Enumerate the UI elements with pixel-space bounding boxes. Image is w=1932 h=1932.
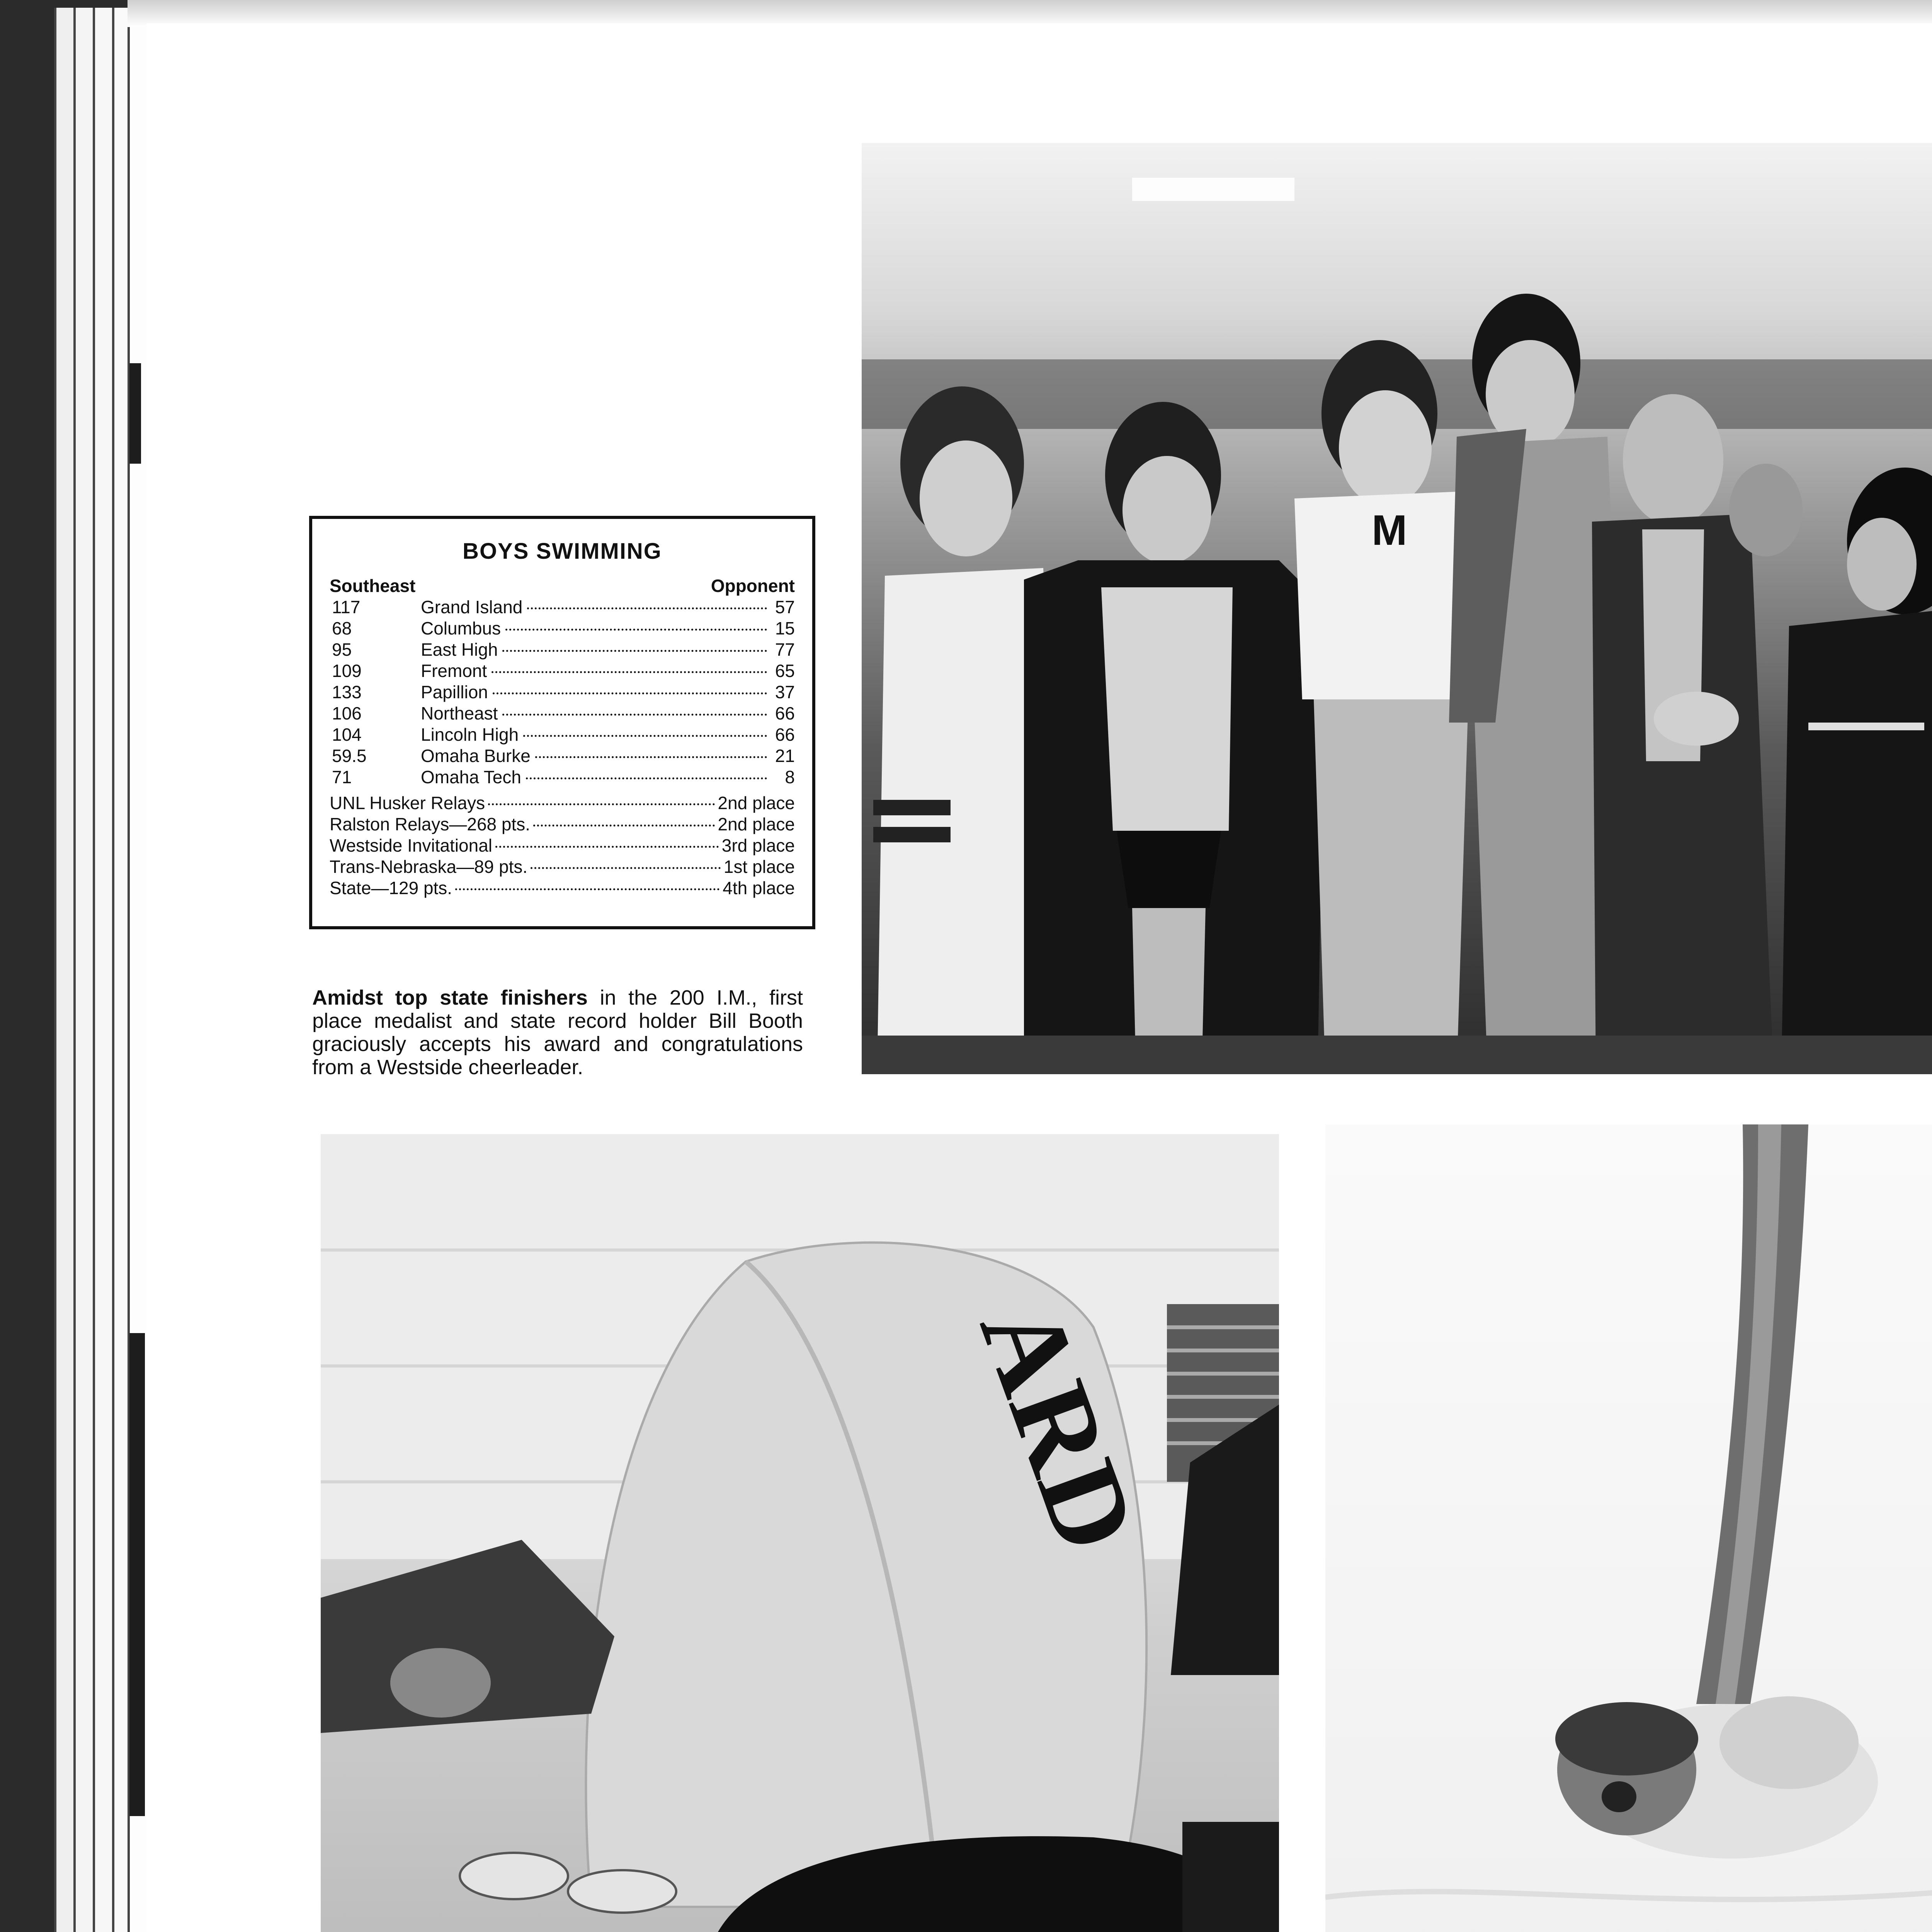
dual-meet-row: [330, 703, 795, 724]
invitational-row: [330, 793, 795, 814]
opponent-score: 65: [775, 661, 795, 681]
opponent-name: Northeast: [421, 703, 498, 723]
meet-name: Trans-Nebraska—89 pts.: [330, 857, 528, 877]
opponent-score: 57: [775, 597, 795, 617]
invitational-row: [330, 878, 795, 899]
backstroke-swimmer-photo: [1325, 1124, 1932, 1932]
leader-dots: [455, 888, 719, 890]
towel-swimmer-photo: [321, 1134, 1279, 1932]
meet-name: Westside Invitational: [330, 835, 493, 855]
boys-swimming-results: [309, 516, 815, 929]
opponent-score: 8: [785, 767, 795, 787]
southeast-score: 109: [332, 661, 362, 681]
backstroke-swimmer-drawing: [1325, 1124, 1932, 1932]
southeast-score: 59.5: [332, 746, 367, 766]
dual-meet-row: [330, 618, 795, 639]
results-title: BOYS SWIMMING: [463, 539, 662, 564]
meet-place: 3rd place: [721, 835, 795, 855]
towel-swimmer-drawing: [321, 1134, 1279, 1932]
invitational-row: [330, 835, 795, 856]
opponent-name: East High: [421, 639, 498, 660]
towel-lettering: ARD: [956, 1287, 1162, 1568]
opponent-name: Fremont: [421, 661, 487, 681]
dual-meet-row: [330, 639, 795, 660]
shirt-letter: M: [1372, 507, 1407, 554]
dual-meet-row: [330, 597, 795, 618]
southeast-score: 68: [332, 618, 352, 638]
edge-photo-scrap: [129, 363, 141, 464]
opponent-name: Grand Island: [421, 597, 523, 617]
opponent-score: 66: [775, 724, 795, 745]
southeast-score: 133: [332, 682, 362, 702]
invitational-row: [330, 856, 795, 878]
southeast-score: 117: [332, 597, 361, 617]
leader-dots: [493, 692, 767, 694]
leader-dots: [502, 714, 767, 716]
award-ceremony-photo: [862, 143, 1932, 1074]
results-header: [330, 575, 795, 597]
opponent-score: 37: [775, 682, 795, 702]
southeast-score: 106: [332, 703, 362, 723]
opponent-score: 15: [775, 618, 795, 638]
southeast-score: 95: [332, 639, 352, 660]
opponent-header: Opponent: [711, 576, 795, 596]
southeast-score: 71: [332, 767, 352, 787]
leader-dots: [492, 671, 767, 673]
meet-place: 4th place: [723, 878, 795, 898]
caption-lead: Amidst top state finishers: [312, 986, 588, 1009]
leader-dots: [523, 735, 767, 737]
opponent-score: 66: [775, 703, 795, 723]
meet-place: 2nd place: [718, 814, 795, 834]
leader-dots: [488, 803, 714, 805]
leader-dots: [531, 867, 721, 869]
opponent-name: Lincoln High: [421, 724, 519, 745]
leader-dots: [495, 846, 719, 848]
invitational-row: [330, 814, 795, 835]
dual-meet-row: [330, 745, 795, 767]
home-team-header: Southeast: [330, 576, 416, 596]
opponent-name: Omaha Burke: [421, 746, 531, 766]
caption-text: in the 200 I.M., first place medalist and state record holder Bill Booth graciously accepts his award and congratulations from a Westside cheerleader.: [312, 986, 803, 1079]
opponent-score: 77: [775, 639, 795, 660]
invitational-results: [330, 793, 795, 899]
leader-dots: [505, 629, 767, 631]
edge-photo-scrap: [129, 1333, 145, 1816]
meet-name: Ralston Relays—268 pts.: [330, 814, 531, 834]
meet-name: State—129 pts.: [330, 878, 452, 898]
dual-meet-row: [330, 724, 795, 745]
leader-dots: [527, 607, 767, 609]
opponent-name: Papillion: [421, 682, 488, 702]
meet-place: 2nd place: [718, 793, 795, 813]
dual-meet-row: [330, 682, 795, 703]
meet-place: 1st place: [723, 857, 795, 877]
opponent-name: Columbus: [421, 618, 501, 638]
dual-meet-row: [330, 767, 795, 788]
meet-name: UNL Husker Relays: [330, 793, 485, 813]
southeast-score: 104: [332, 724, 362, 745]
dual-meet-row: [330, 660, 795, 682]
award-ceremony-drawing: [862, 143, 1932, 1074]
opponent-name: Omaha Tech: [421, 767, 521, 787]
leader-dots: [526, 777, 767, 779]
leader-dots: [535, 756, 767, 758]
ceremony-caption: [312, 986, 803, 1079]
leader-dots: [502, 650, 767, 652]
opponent-score: 21: [775, 746, 795, 766]
leader-dots: [533, 825, 714, 827]
